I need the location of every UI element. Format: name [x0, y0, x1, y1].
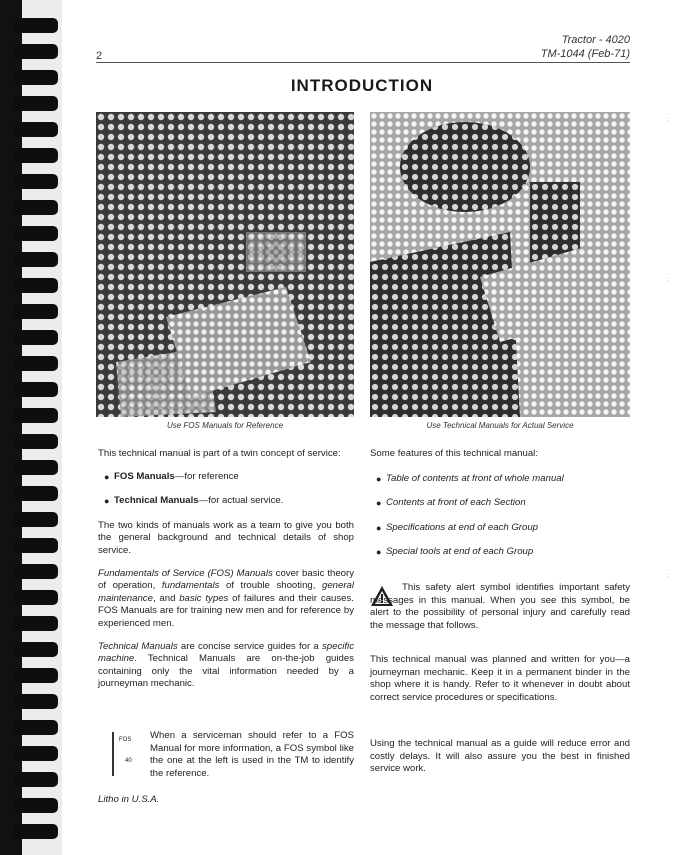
margin-mark-dot: ⋮: [664, 112, 673, 122]
photo-tm-caption: Use Technical Manuals for Actual Service: [426, 421, 574, 430]
header-info: [442, 33, 630, 61]
binder-ring: [14, 356, 58, 371]
binder-ring: [14, 460, 58, 475]
binder-ring: [14, 44, 58, 59]
fos-symbol-paragraph: When a serviceman should refer to a FOS Manual for more information, a FOS symbol like the one at the left is used in the TM to identify the reference.: [150, 730, 354, 779]
binder-ring: [14, 746, 58, 761]
feature-item: ● Specifications at end of each Group: [376, 521, 538, 533]
binder-ring: [14, 798, 58, 813]
right-column: [370, 448, 630, 571]
bullet-icon: ●: [376, 473, 382, 484]
header-rule: [96, 62, 630, 63]
feature-item: ● Special tools at end of each Group: [376, 546, 534, 558]
binder-ring: [14, 148, 58, 163]
planned-paragraph: This technical manual was planned and written for you—a journeyman mechanic. Keep it in a permanent binder in the shop where it is handy. Refer to it whenever in doubt about correct service procedures or specifications.: [370, 654, 630, 703]
binder-ring: [14, 772, 58, 787]
photo-tm-image: [370, 112, 630, 417]
binder-ring: [14, 304, 58, 319]
bullet-icon: ●: [376, 547, 382, 558]
fos-symbol-bottom: 40: [125, 758, 132, 764]
bullet-fos: [104, 471, 354, 484]
binder-ring: [14, 564, 58, 579]
bullet-fos-text: —for reference: [174, 470, 239, 482]
header-model: Tractor - 4020: [561, 34, 630, 46]
binder-ring: [14, 720, 58, 735]
binder-ring: [14, 200, 58, 215]
using-paragraph: Using the technical manual as a guide will reduce error and costly delays. It will also assure you the best in finished service work.: [370, 738, 630, 775]
binder-ring: [14, 434, 58, 449]
binder-ring: [14, 226, 58, 241]
binder-ring: [14, 382, 58, 397]
binder-ring: [14, 824, 58, 839]
safety-paragraph: This safety alert symbol identifies important safety messages in this manual. When you see this symbol, be alert to the possibility of personal injury and carefully read the message that follows.: [370, 582, 630, 631]
bullet-fos-label: FOS Manuals: [114, 470, 175, 482]
margin-mark-dot: ⋮: [664, 272, 673, 282]
binder-ring: [14, 668, 58, 683]
binder-ring: [14, 18, 58, 33]
photo-technical-manuals: [370, 112, 630, 417]
binder-ring: [14, 694, 58, 709]
binder-ring: [14, 642, 58, 657]
feature-item: ● Contents at front of each Section: [376, 497, 526, 509]
binder-ring: [14, 616, 58, 631]
photo-fos-manuals: [96, 112, 354, 417]
binder-ring: [14, 538, 58, 553]
binder-ring: [14, 252, 58, 267]
fos-symbol-icon: [112, 732, 148, 776]
photo-fos-image: [96, 112, 354, 417]
bullet-icon: ●: [104, 496, 110, 507]
bullet-tm-label: Technical Manuals: [114, 495, 199, 507]
header-manual-code: TM-1044 (Feb-71): [540, 48, 630, 60]
binder-ring: [14, 70, 58, 85]
photo-fos-caption: Use FOS Manuals for Reference: [166, 421, 284, 430]
two-kinds-paragraph: The two kinds of manuals work as a team to give you both the general background and technical details of shop service.: [98, 519, 354, 556]
manual-page: [62, 0, 662, 855]
binder-ring: [14, 512, 58, 527]
bullet-tm: [104, 495, 354, 508]
page-number: 2: [96, 50, 103, 62]
features-intro: Some features of this technical manual:: [370, 448, 538, 459]
binder-ring: [14, 408, 58, 423]
binder-ring: [14, 278, 58, 293]
binder-ring: [14, 590, 58, 605]
bullet-icon: ●: [104, 471, 110, 482]
bullet-tm-text: —for actual service.: [198, 495, 284, 507]
page-title: INTRODUCTION: [290, 76, 434, 95]
binder-ring: [14, 96, 58, 111]
fos-description-paragraph: Fundamentals of Service (FOS) Manuals cover basic theory of operation, fundamentals of trouble shooting, general maintenance, and basic types of failures and their causes. FOS Manuals are for training new men and for reference by experienced men.: [98, 567, 354, 629]
binder-ring: [14, 122, 58, 137]
binder-ring: [14, 330, 58, 345]
binder-ring: [14, 174, 58, 189]
bullet-icon: ●: [376, 522, 382, 533]
feature-item: ● Table of contents at front of whole manual: [376, 472, 564, 484]
fos-symbol-top: FOS: [119, 737, 132, 743]
intro-paragraph: This technical manual is part of a twin concept of service:: [98, 448, 341, 459]
litho-note: Litho in U.S.A.: [98, 794, 160, 805]
bullet-icon: ●: [376, 498, 382, 509]
left-column: [98, 448, 354, 701]
margin-mark-dot: ⋮: [664, 568, 673, 578]
tm-description-paragraph: Technical Manuals are concise service guides for a specific machine. Technical Manuals are on-the-job guides containing only the vital information needed by a journeyman mechanic.: [98, 640, 354, 690]
binder-ring: [14, 486, 58, 501]
